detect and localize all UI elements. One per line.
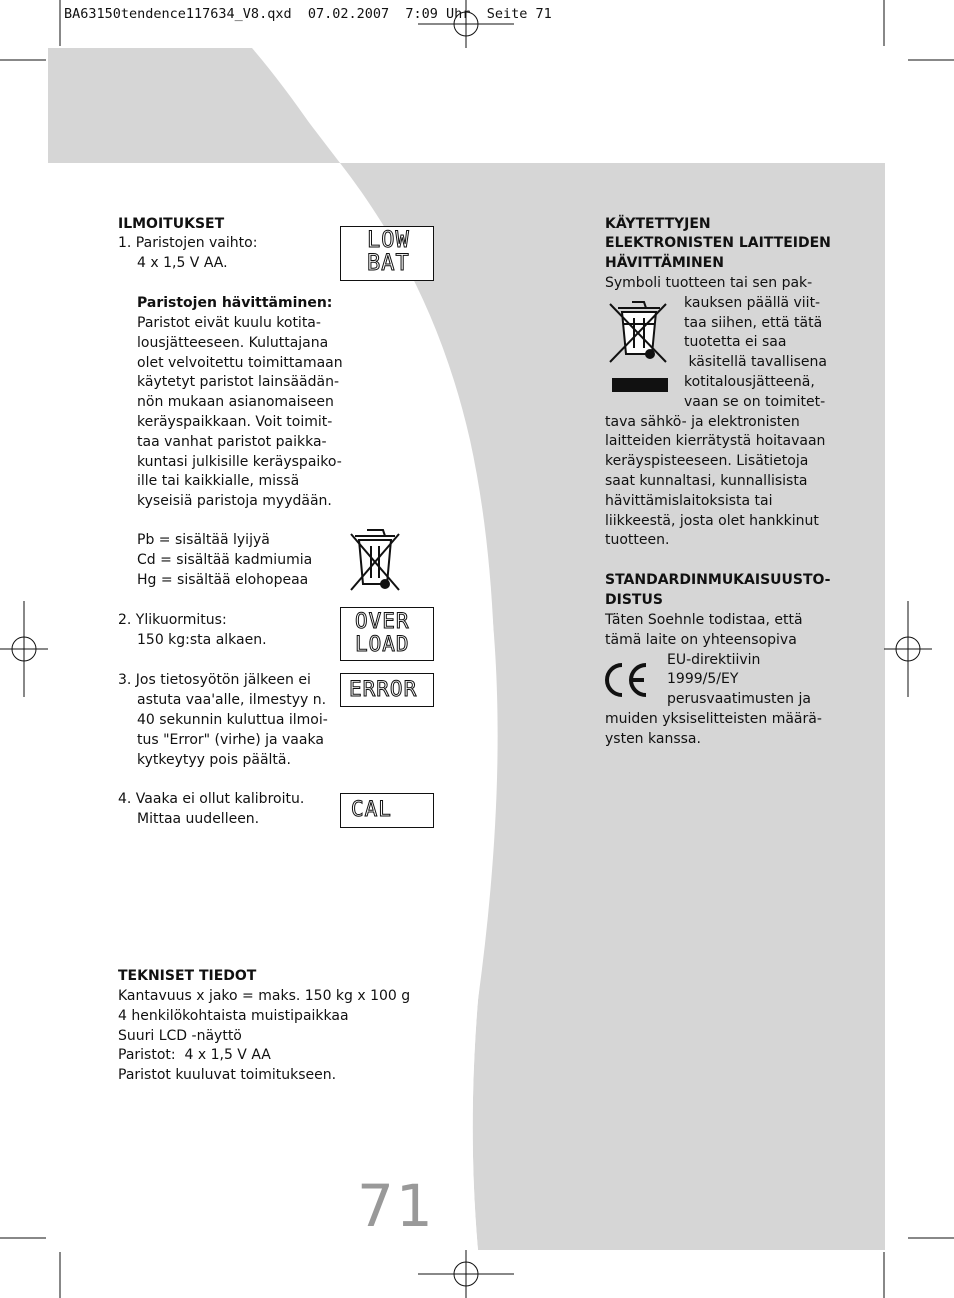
tekniset-heading: TEKNISET TIEDOT <box>118 968 257 984</box>
lcd-bat-text: BAT <box>367 251 410 276</box>
weee-line: keräyspisteeseen. Lisätietoja <box>605 453 809 469</box>
item1-sub: 4 x 1,5 V AA. <box>137 255 228 271</box>
disposal-line: nön mukaan asianomaiseen <box>137 394 334 411</box>
page-number: 71 <box>357 1172 435 1240</box>
weee-heading: ELEKTRONISTEN LAITTEIDEN <box>605 235 831 251</box>
lcd-low-bat <box>340 226 434 281</box>
lcd-error <box>340 673 434 707</box>
item2-sub: 150 kg:sta alkaen. <box>137 632 267 648</box>
conformity-heading: STANDARDINMUKAISUUSTO- <box>605 572 831 588</box>
slug-date: 07.02.2007 <box>307 6 390 22</box>
item2-title: 2. Ylikuormitus: <box>118 612 227 628</box>
tech-line: Suuri LCD -näyttö <box>118 1028 242 1044</box>
weee-line: hävittämislaitoksista tai <box>605 493 773 509</box>
weee-line: tuotteen. <box>605 532 670 548</box>
weee-wrap-line: vaan se on toimitet- <box>684 394 826 410</box>
weee-line: liikkeestä, josta olet hankkinut <box>605 513 819 529</box>
crossed-bin-icon <box>345 526 405 594</box>
weee-heading: HÄVITTÄMINEN <box>605 255 724 271</box>
slug-time: 7:09 Uhr <box>405 6 471 22</box>
disposal-line: olet velvoitettu toimittamaan <box>137 354 343 371</box>
file-slug <box>64 6 552 22</box>
item1-title: 1. Paristojen vaihto: <box>118 235 258 251</box>
disposal-line: lousjätteeseen. Kuluttajana <box>137 334 329 351</box>
weee-wrap-line: taa siihen, että tätä <box>684 315 823 331</box>
chem-pb: Pb = sisältää lyijyä <box>137 532 270 548</box>
item3-line: kytkeytyy pois päältä. <box>137 752 291 768</box>
conformity-line: Täten Soehnle todistaa, että <box>605 612 803 628</box>
tech-line: Paristot: 4 x 1,5 V AA <box>118 1047 271 1063</box>
ce-mark-icon <box>602 660 650 700</box>
conformity-heading: DISTUS <box>605 592 663 608</box>
crossed-bin-icon <box>604 296 672 396</box>
conformity-line: muiden yksiselitteisten määrä- <box>605 711 822 727</box>
disposal-heading: Paristojen hävittäminen: <box>137 295 333 311</box>
lcd-load-text: LOAD <box>355 632 410 656</box>
lcd-error-text: ERROR <box>349 677 418 701</box>
conformity-line: tämä laite on yhteensopiva <box>605 632 797 648</box>
tech-line: Kantavuus x jako = maks. 150 kg x 100 g <box>118 988 411 1004</box>
item4-line: Mittaa uudelleen. <box>137 811 260 827</box>
conformity-wrap-line: EU-direktiivin <box>667 652 761 668</box>
weee-wrap-line: kotitalousjätteenä, <box>684 374 815 390</box>
item3-line: astuta vaa'alle, ilmestyy n. <box>137 692 327 708</box>
weee-line: Symboli tuotteen tai sen pak- <box>605 275 813 291</box>
disposal-line: ille tai kaikkialle, missä <box>137 473 300 490</box>
weee-wrap-line: käsitellä tavallisena <box>684 354 827 370</box>
lcd-overload <box>340 607 434 661</box>
item3-line: 3. Jos tietosyötön jälkeen ei <box>118 672 311 688</box>
lcd-cal-text: CAL <box>351 797 392 821</box>
tech-line: Paristot kuuluvat toimitukseen. <box>118 1067 337 1083</box>
conformity-line: ysten kanssa. <box>605 731 701 747</box>
lcd-cal <box>340 793 434 828</box>
disposal-line: taa vanhat paristot paikka- <box>137 433 327 450</box>
disposal-line: käytetyt paristot lainsäädän- <box>137 374 340 391</box>
weee-line: tava sähkö- ja elektronisten <box>605 414 800 430</box>
weee-line: laitteiden kierrätystä hoitavaan <box>605 433 826 449</box>
ilmoitukset-heading: ILMOITUKSET <box>118 216 225 232</box>
conformity-wrap-line: perusvaatimusten ja <box>667 691 811 707</box>
lcd-low-text: LOW <box>367 228 410 253</box>
slug-page: Seite 71 <box>486 6 552 22</box>
weee-heading: KÄYTETTYJEN <box>605 216 711 232</box>
item3-line: 40 sekunnin kuluttua ilmoi- <box>137 712 328 728</box>
weee-wrap-line: kauksen päällä viit- <box>684 295 821 311</box>
item3-line: tus "Error" (virhe) ja vaaka <box>137 732 324 748</box>
slug-file: BA63150tendence117634_V8.qxd <box>64 6 292 22</box>
weee-line: saat kunnaltasi, kunnallisista <box>605 473 808 489</box>
tech-line: 4 henkilökohtaista muistipaikkaa <box>118 1008 349 1024</box>
disposal-line: kuntasi julkisille keräyspaiko- <box>137 453 342 470</box>
lcd-over-text: OVER <box>355 609 410 633</box>
disposal-line: keräyspaikkaan. Voit toimit- <box>137 414 333 430</box>
conformity-wrap-line: 1999/5/EY <box>667 671 739 687</box>
chem-hg: Hg = sisältää elohopeaa <box>137 572 309 588</box>
chem-cd: Cd = sisältää kadmiumia <box>137 552 313 568</box>
weee-wrap-line: tuotetta ei saa <box>684 334 787 350</box>
disposal-line: kyseisiä paristoja myydään. <box>137 493 332 510</box>
item4-line: 4. Vaaka ei ollut kalibroitu. <box>118 791 305 807</box>
disposal-line: Paristot eivät kuulu kotita- <box>137 315 321 331</box>
